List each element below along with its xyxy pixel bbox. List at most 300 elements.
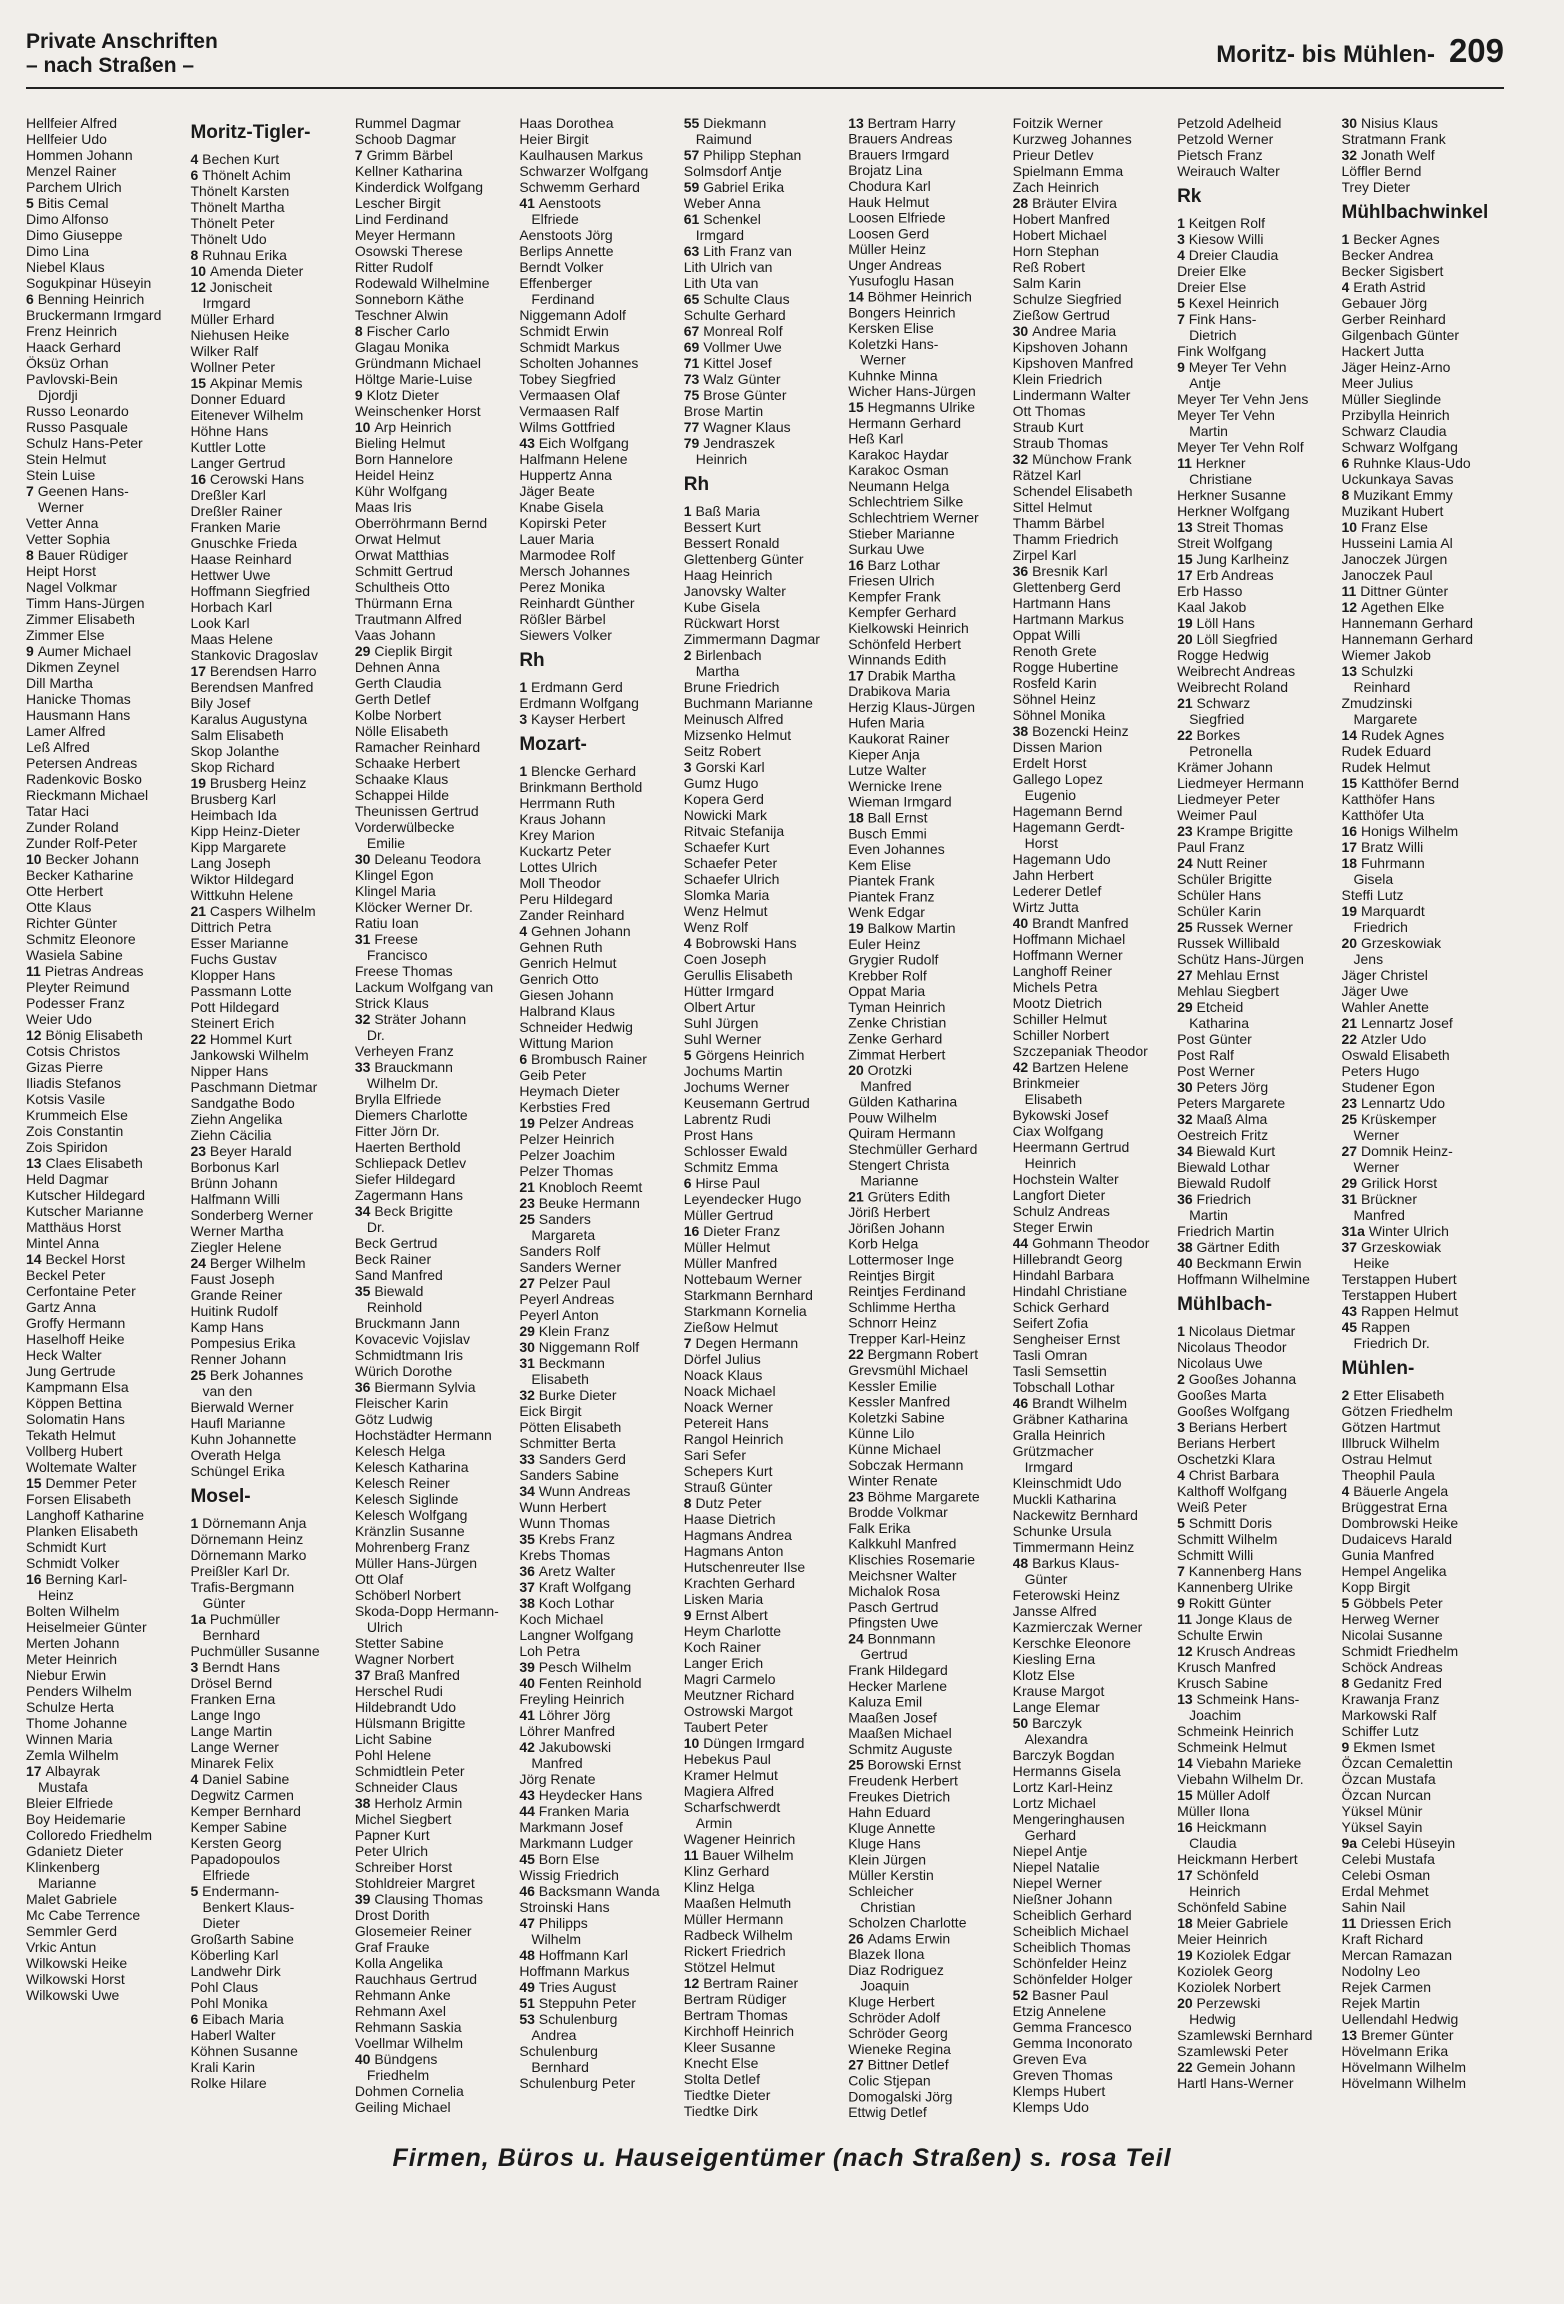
directory-entry: Wagener Heinrich (683, 1831, 796, 1847)
directory-entry: Zießow Gertrud (1012, 307, 1110, 323)
directory-entry: Koletzki Sabine (848, 1409, 945, 1426)
directory-entry: Langhoff Katharine (26, 1507, 145, 1523)
directory-entry: Krusch Sabine (1177, 1675, 1269, 1691)
directory-entry: Lauer Maria (519, 531, 595, 547)
resident-name: Geenen Hans- (37, 483, 129, 499)
directory-entry: Brylla Elfriede (354, 1091, 442, 1107)
directory-entry: Ziegler Helene (190, 1239, 282, 1255)
directory-entry: Hellfeier Udo (26, 131, 107, 147)
directory-entry: Hoffmann Michael (1012, 931, 1126, 947)
directory-entry: Dimo Alfonso (26, 211, 109, 227)
resident-name: Braß Manfred (374, 1667, 460, 1683)
directory-entry: Rogge Hubertine (1012, 659, 1119, 675)
resident-name: Kannenberg Hans (1188, 1563, 1302, 1579)
directory-entry: Hindahl Christiane (1012, 1283, 1128, 1299)
directory-entry: Kraus Johann (519, 811, 606, 827)
directory-entry: Thönelt Udo (190, 231, 267, 247)
directory-entry: Kuhn Johannette (190, 1431, 297, 1447)
resident-name: Grzeskowiak (1360, 935, 1442, 951)
directory-entry: Meyer Ter Vehn (1177, 407, 1275, 423)
resident-name: Jonischeit (209, 279, 273, 295)
directory-entry: Colic Stjepan (848, 2072, 931, 2089)
house-number: 24 (848, 1630, 868, 1647)
directory-entry: Greven Thomas (1012, 2067, 1113, 2083)
directory-entry (190, 903, 348, 919)
house-number: 7 (1177, 311, 1189, 327)
resident-name: Bremer Günter (1360, 2027, 1454, 2043)
resident-name: Friedrich (1196, 1191, 1251, 1207)
directory-entry: Kleer Susanne (683, 2039, 776, 2055)
house-number: 29 (354, 643, 375, 659)
house-number: 1 (519, 763, 531, 779)
directory-entry: Theophil Paula (1341, 1467, 1435, 1483)
directory-entry: Heym Charlotte (683, 1623, 782, 1639)
resident-name: Degen Hermann (695, 1335, 799, 1351)
directory-entry: Scholten Johannes (519, 355, 639, 371)
directory-entry (684, 179, 842, 195)
directory-entry: Spielmann Emma (1012, 163, 1124, 179)
directory-entry: Szczepaniak Theodor (1012, 1043, 1148, 1059)
directory-entry: Klingel Egon (354, 867, 434, 883)
directory-entry: Merten Johann (26, 1635, 120, 1651)
directory-entry (519, 1739, 677, 1755)
directory-entry: Gdanietz Dieter (26, 1843, 124, 1859)
directory-entry (1177, 631, 1335, 647)
directory-entry: Oppat Willi (1012, 627, 1081, 643)
directory-entry: Schröder Adolf (848, 2009, 941, 2026)
directory-entry: Geib Peter (519, 1067, 587, 1083)
directory-entry: Wilkowski Heike (26, 1955, 128, 1971)
entry-continuation: Friedhelm (366, 2067, 430, 2083)
resident-name: Dieter Franz (703, 1223, 781, 1239)
directory-entry: Klein Friedrich (1012, 371, 1103, 387)
house-number: 22 (848, 1346, 868, 1363)
directory-entry (1177, 1515, 1335, 1531)
directory-entry: Illbruck Wilhelm (1341, 1435, 1440, 1451)
resident-name: Beck Brigitte (374, 1203, 453, 1219)
directory-entry: Russo Pasquale (26, 419, 128, 435)
resident-name: Biewald Kurt (1196, 1143, 1276, 1159)
house-number: 40 (354, 2051, 375, 2067)
directory-entry: Vermaasen Olaf (519, 387, 620, 403)
directory-entry: Muckli Katharina (1012, 1491, 1117, 1507)
resident-name: Maaß Alma (1196, 1111, 1268, 1127)
directory-entry: Rückwart Horst (683, 615, 780, 631)
house-number: 4 (683, 935, 696, 951)
directory-entry: Brusberg Karl (190, 791, 277, 807)
resident-name: Gehnen Johann (531, 923, 631, 939)
directory-entry: Maaßen Michael (848, 1725, 952, 1742)
directory-entry (1177, 519, 1335, 535)
entry-continuation: Irmgard (202, 295, 251, 311)
directory-entry: Schmitt Wilhelm (1177, 1531, 1278, 1547)
directory-entry (1013, 563, 1171, 579)
directory-entry: Wunn Thomas (519, 1515, 610, 1531)
directory-entry (1177, 1867, 1335, 1883)
entry-continuation: Elisabeth (1024, 1091, 1083, 1107)
directory-entry: Bleier Elfriede (26, 1795, 114, 1811)
directory-entry: Hoffmann Werner (1012, 947, 1123, 963)
directory-entry: Schleicher (848, 1883, 914, 1899)
entry-continuation: Günter (1024, 1571, 1068, 1587)
directory-entry: Schneider Claus (354, 1779, 458, 1795)
house-number: 3 (1177, 231, 1189, 247)
directory-entry: Schwarzer Wolfgang (519, 163, 649, 179)
directory-entry (1177, 1239, 1335, 1255)
directory-entry: Schmidtlein Peter (354, 1763, 465, 1779)
directory-entry: Gerber Reinhard (1341, 311, 1446, 327)
directory-entry: Semmler Gerd (26, 1923, 118, 1939)
directory-entry (26, 963, 184, 979)
directory-entry: Grygier Rudolf (848, 951, 939, 968)
directory-entry: Sahin Nail (1341, 1899, 1406, 1915)
directory-entry: Sandgathe Bodo (190, 1095, 295, 1111)
resident-name: Böhmer Heinrich (867, 288, 972, 305)
resident-name: Aumer Michael (37, 643, 132, 659)
directory-entry: Bierwald Werner (190, 1399, 294, 1415)
directory-entry: Pavlovski-Bein (26, 371, 118, 387)
directory-entry: Barczyk Bogdan (1012, 1747, 1115, 1763)
house-number: 17 (1341, 839, 1361, 855)
directory-entry: Kazmierczak Werner (1012, 1619, 1143, 1635)
house-number: 27 (1177, 967, 1197, 983)
resident-name: Gohmann Theodor (1032, 1235, 1150, 1251)
directory-entry: Ostrau Helmut (1341, 1451, 1432, 1467)
resident-name: Albayrak (45, 1763, 100, 1779)
directory-entry (519, 1915, 677, 1931)
resident-name: Driessen Erich (1360, 1915, 1452, 1931)
directory-entry: Grützmacher (1012, 1443, 1094, 1459)
directory-entry: Özcan Nurcan (1341, 1787, 1431, 1803)
directory-entry (684, 115, 842, 131)
directory-entry (848, 399, 1006, 415)
directory-entry (519, 1707, 677, 1723)
resident-name: Koch Lothar (538, 1595, 615, 1611)
house-number: 44 (519, 1803, 539, 1819)
directory-entry (1177, 1191, 1335, 1207)
directory-entry: Karalus Augustyna (190, 711, 308, 727)
house-number: 2 (1177, 1371, 1189, 1387)
directory-entry: Kaluza Emil (848, 1693, 923, 1710)
directory-entry: Tatar Haci (26, 803, 90, 819)
directory-entry (519, 1211, 677, 1227)
directory-entry: Kaukorat Rainer (848, 730, 950, 747)
directory-entry: Özcan Mustafa (1341, 1771, 1436, 1787)
directory-entry: Post Ralf (1177, 1047, 1234, 1063)
directory-entry: Zimmat Herbert (848, 1046, 946, 1063)
entry-continuation: Joachim (1189, 1707, 1242, 1723)
resident-name: Becker Johann (45, 851, 139, 867)
resident-name: Deleanu Teodora (374, 851, 481, 867)
directory-entry: Rejek Carmen (1341, 1979, 1431, 1995)
house-number: 6 (683, 1175, 696, 1191)
house-number: 44 (1012, 1235, 1033, 1251)
directory-entry: Katthöfer Hans (1341, 791, 1435, 807)
resident-name: Pietras Andreas (44, 963, 144, 979)
directory-entry: Reintjes Ferdinand (848, 1283, 966, 1300)
resident-name: Drabik Martha (867, 667, 956, 684)
resident-name: Orotzki (867, 1062, 912, 1079)
house-number: 52 (1012, 1987, 1033, 2003)
directory-entry: Steger Erwin (1012, 1219, 1093, 1235)
entry-continuation: Francisco (366, 947, 428, 963)
directory-entry: Becker Sigisbert (1341, 263, 1444, 279)
house-number: 53 (519, 2011, 539, 2027)
directory-entry: Schulz Hans-Peter (26, 435, 143, 451)
directory-entry: Müller Hermann (683, 1911, 784, 1927)
directory-entry (519, 1803, 677, 1819)
directory-entry: Jung Gertrude (26, 1363, 116, 1379)
directory-entry (684, 1047, 842, 1063)
house-number: 20 (1177, 631, 1197, 647)
resident-name: Grimm Bärbel (366, 147, 453, 163)
directory-entry (519, 1659, 677, 1675)
header-rule (26, 87, 1504, 89)
directory-entry: Markmann Ludger (519, 1835, 633, 1851)
directory-entry (190, 1515, 348, 1531)
directory-column (190, 115, 354, 2120)
directory-entry: Boy Heidemarie (26, 1811, 126, 1827)
directory-entry: Meier Heinrich (1177, 1931, 1268, 1947)
resident-name: Nutt Reiner (1196, 855, 1268, 871)
house-number: 38 (519, 1595, 539, 1611)
directory-entry (1342, 2027, 1500, 2043)
directory-entry: Müller Sieglinde (1341, 391, 1442, 407)
directory-entry (190, 1367, 348, 1383)
house-number: 16 (26, 1571, 46, 1587)
directory-entry: Drost Dorith (354, 1907, 430, 1923)
directory-entry (26, 195, 184, 211)
directory-entry: Lith Uta van (683, 275, 759, 291)
house-number: 26 (848, 1930, 868, 1947)
directory-entry: Herkner Wolfgang (1177, 503, 1290, 519)
directory-entry: Glettenberg Günter (683, 551, 804, 567)
directory-entry: Otte Klaus (26, 899, 92, 915)
resident-name: Ruhnke Klaus-Udo (1353, 455, 1471, 471)
directory-entry (1342, 279, 1500, 295)
directory-entry: Rosfeld Karin (1012, 675, 1097, 691)
directory-entry: Korb Helga (848, 1235, 919, 1252)
directory-entry (1342, 1143, 1500, 1159)
directory-entry: Zenke Christian (848, 1014, 947, 1031)
resident-name: Ball Ernst (867, 809, 928, 826)
house-number: 7 (26, 483, 38, 499)
street-range: Moritz- bis Mühlen- (1216, 41, 1435, 68)
resident-name: Blencke Gerhard (531, 763, 637, 779)
house-number: 12 (190, 279, 210, 295)
directory-entry: Peters Margarete (1177, 1095, 1286, 1111)
resident-name: Jakubowski (538, 1739, 612, 1755)
directory-entry: Weinschenker Horst (354, 403, 481, 419)
directory-entry: Sittel Helmut (1012, 499, 1092, 515)
directory-entry: Schönfelder Heinz (1012, 1955, 1128, 1971)
directory-entry: Kränzlin Susanne (354, 1523, 465, 1539)
directory-entry: Parchem Ulrich (26, 179, 122, 195)
entry-continuation: Manfred (531, 1755, 583, 1771)
resident-name: Etter Elisabeth (1353, 1387, 1445, 1403)
directory-entry: Rummel Dagmar (354, 115, 461, 131)
house-number: 36 (1012, 563, 1033, 579)
house-number: 18 (1177, 1915, 1197, 1931)
resident-name: Thönelt Achim (202, 167, 291, 183)
directory-entry: Haas Dorothea (519, 115, 614, 131)
directory-entry: Malet Gabriele (26, 1891, 118, 1907)
resident-name: Bratz Willi (1360, 839, 1424, 855)
resident-name: Beckmann Erwin (1196, 1255, 1302, 1271)
resident-name: Lennartz Josef (1360, 1015, 1453, 1031)
directory-entry: Pelzer Joachim (519, 1147, 616, 1163)
directory-entry: Müller Erhard (190, 311, 275, 327)
house-number: 33 (354, 1059, 375, 1075)
resident-name: Dittner Günter (1360, 583, 1449, 599)
directory-entry (1342, 1387, 1500, 1403)
resident-name: Kittel Josef (703, 355, 772, 371)
directory-entry: Jansse Alfred (1012, 1603, 1097, 1619)
directory-entry: Tiedtke Dirk (683, 2103, 758, 2119)
directory-entry (1342, 775, 1500, 791)
resident-name: Winter Ulrich (1368, 1223, 1449, 1239)
directory-entry: Klinz Helga (683, 1879, 755, 1895)
house-number: 21 (1177, 695, 1197, 711)
resident-name: Bertram Rainer (703, 1975, 799, 1991)
directory-entry (26, 643, 184, 659)
directory-entry: Brüggestrat Erna (1341, 1499, 1448, 1515)
directory-entry: Bruckmann Jann (354, 1315, 460, 1331)
directory-entry: Stötzel Helmut (683, 1959, 775, 1975)
directory-entry: Taubert Peter (683, 1719, 768, 1735)
directory-entry: Freukes Dietrich (848, 1788, 951, 1805)
house-number: 29 (1341, 1175, 1361, 1191)
directory-entry: Hackert Jutta (1341, 343, 1424, 359)
resident-name: Bartzen Helene (1032, 1059, 1129, 1075)
directory-entry: Herweg Werner (1341, 1611, 1440, 1627)
directory-entry (1342, 935, 1500, 951)
directory-entry: Gebauer Jörg (1341, 295, 1428, 311)
house-number: 36 (354, 1379, 375, 1395)
directory-entry: Kelesch Reiner (354, 1475, 450, 1491)
directory-entry (190, 1659, 348, 1675)
directory-column (26, 115, 190, 2120)
directory-entry: Radenkovic Bosko (26, 771, 142, 787)
street-heading: Mosel- (190, 1486, 251, 1507)
directory-entry: Iliadis Stefanos (26, 1075, 121, 1091)
directory-entry (1177, 551, 1335, 567)
resident-name: Bauer Rüdiger (37, 547, 128, 563)
resident-name: Böhme Margarete (867, 1488, 980, 1505)
directory-entry: Werner Martha (190, 1223, 284, 1239)
directory-entry (519, 1675, 677, 1691)
directory-entry: Erdelt Horst (1012, 755, 1087, 771)
resident-name: Jonge Klaus de (1195, 1611, 1293, 1627)
resident-name: Rokitt Günter (1188, 1595, 1272, 1611)
resident-name: Ruhnau Erika (202, 247, 287, 263)
directory-entry: Ramacher Reinhard (354, 739, 481, 755)
directory-entry: Haase Dietrich (683, 1511, 776, 1527)
directory-entry (684, 323, 842, 339)
resident-name: Gooßes Johanna (1188, 1371, 1297, 1387)
directory-entry: Kieper Anja (848, 746, 920, 763)
house-number: 17 (1177, 567, 1197, 583)
directory-entry: Piantek Franz (848, 888, 935, 905)
house-number: 4 (519, 923, 531, 939)
directory-entry: Hillebrandt Georg (1012, 1251, 1123, 1267)
directory-entry: Krey Marion (519, 827, 595, 843)
house-number: 27 (519, 1275, 539, 1291)
directory-entry: Faust Joseph (190, 1271, 275, 1287)
directory-entry: Orwat Matthias (354, 547, 450, 563)
directory-entry (1342, 1915, 1500, 1931)
house-number: 4 (1341, 279, 1354, 295)
directory-entry: Ratiu Ioan (354, 915, 419, 931)
resident-name: Endermann- (202, 1883, 280, 1899)
house-number: 41 (519, 195, 539, 211)
directory-entry: Dimo Giuseppe (26, 227, 123, 243)
entry-continuation: Werner (1353, 1159, 1400, 1175)
directory-entry: Solomatin Hans (26, 1411, 125, 1427)
directory-entry: Ostrowski Margot (683, 1703, 793, 1719)
resident-name: Lith Franz van (703, 243, 792, 259)
resident-name: Herkner (1195, 455, 1246, 471)
entry-continuation: Christiane (1189, 471, 1253, 487)
house-number: 15 (1177, 551, 1197, 567)
resident-name: Fink Hans- (1188, 311, 1257, 327)
directory-entry: Höhne Hans (190, 423, 269, 439)
resident-name: Schönfeld (1196, 1867, 1259, 1883)
directory-entry: Wasiela Sabine (26, 947, 123, 963)
directory-entry (1342, 1031, 1500, 1047)
directory-entry: Scharfschwerdt (683, 1799, 781, 1815)
directory-entry: Michel Siegbert (354, 1811, 452, 1827)
directory-entry: Hauk Helmut (848, 193, 930, 210)
resident-name: Eibach Maria (202, 2011, 284, 2027)
directory-entry (1177, 567, 1335, 583)
directory-entry: Klingel Maria (354, 883, 436, 899)
entry-continuation: Heinrich (1024, 1155, 1076, 1171)
header-title-line1: Private Anschriften (26, 30, 218, 53)
directory-entry: Meutzner Richard (683, 1687, 795, 1703)
directory-entry: Klemps Udo (1012, 2099, 1089, 2115)
directory-entry: Pasch Gertrud (848, 1599, 939, 1615)
directory-entry: Haack Gerhard (26, 339, 121, 355)
house-number: 7 (354, 147, 367, 163)
directory-entry: Gooßes Wolfgang (1177, 1403, 1290, 1419)
directory-entry: Moll Theodor (519, 875, 601, 891)
resident-name: Dörnemann Anja (202, 1515, 307, 1531)
directory-entry: Russo Leonardo (26, 403, 129, 419)
directory-entry: Bolten Wilhelm (26, 1603, 120, 1619)
resident-name: Beyer Harald (209, 1143, 292, 1159)
directory-entry (684, 339, 842, 355)
directory-entry: Zießow Helmut (683, 1319, 778, 1335)
directory-entry (848, 1631, 1006, 1647)
resident-name: Niggemann Rolf (538, 1339, 640, 1355)
resident-name: Ernst Albert (695, 1607, 768, 1623)
house-number: 37 (519, 1579, 539, 1595)
directory-entry: Schwarz Wolfgang (1341, 439, 1458, 455)
directory-entry: Brojatz Lina (848, 162, 923, 179)
directory-entry: Yüksel Sayin (1341, 1819, 1423, 1835)
resident-name: Bozencki Heinz (1032, 723, 1129, 739)
directory-entry (684, 419, 842, 435)
resident-name: Domnik Heinz- (1360, 1143, 1453, 1159)
house-number: 11 (26, 963, 45, 979)
directory-entry: Schlimme Hertha (848, 1299, 956, 1315)
entry-continuation: Raimund (695, 131, 752, 147)
house-number: 31 (354, 931, 375, 947)
resident-name: Etcheid (1196, 999, 1244, 1015)
directory-entry: Kolbe Norbert (354, 707, 442, 723)
entry-continuation: Dr. (366, 1219, 385, 1235)
